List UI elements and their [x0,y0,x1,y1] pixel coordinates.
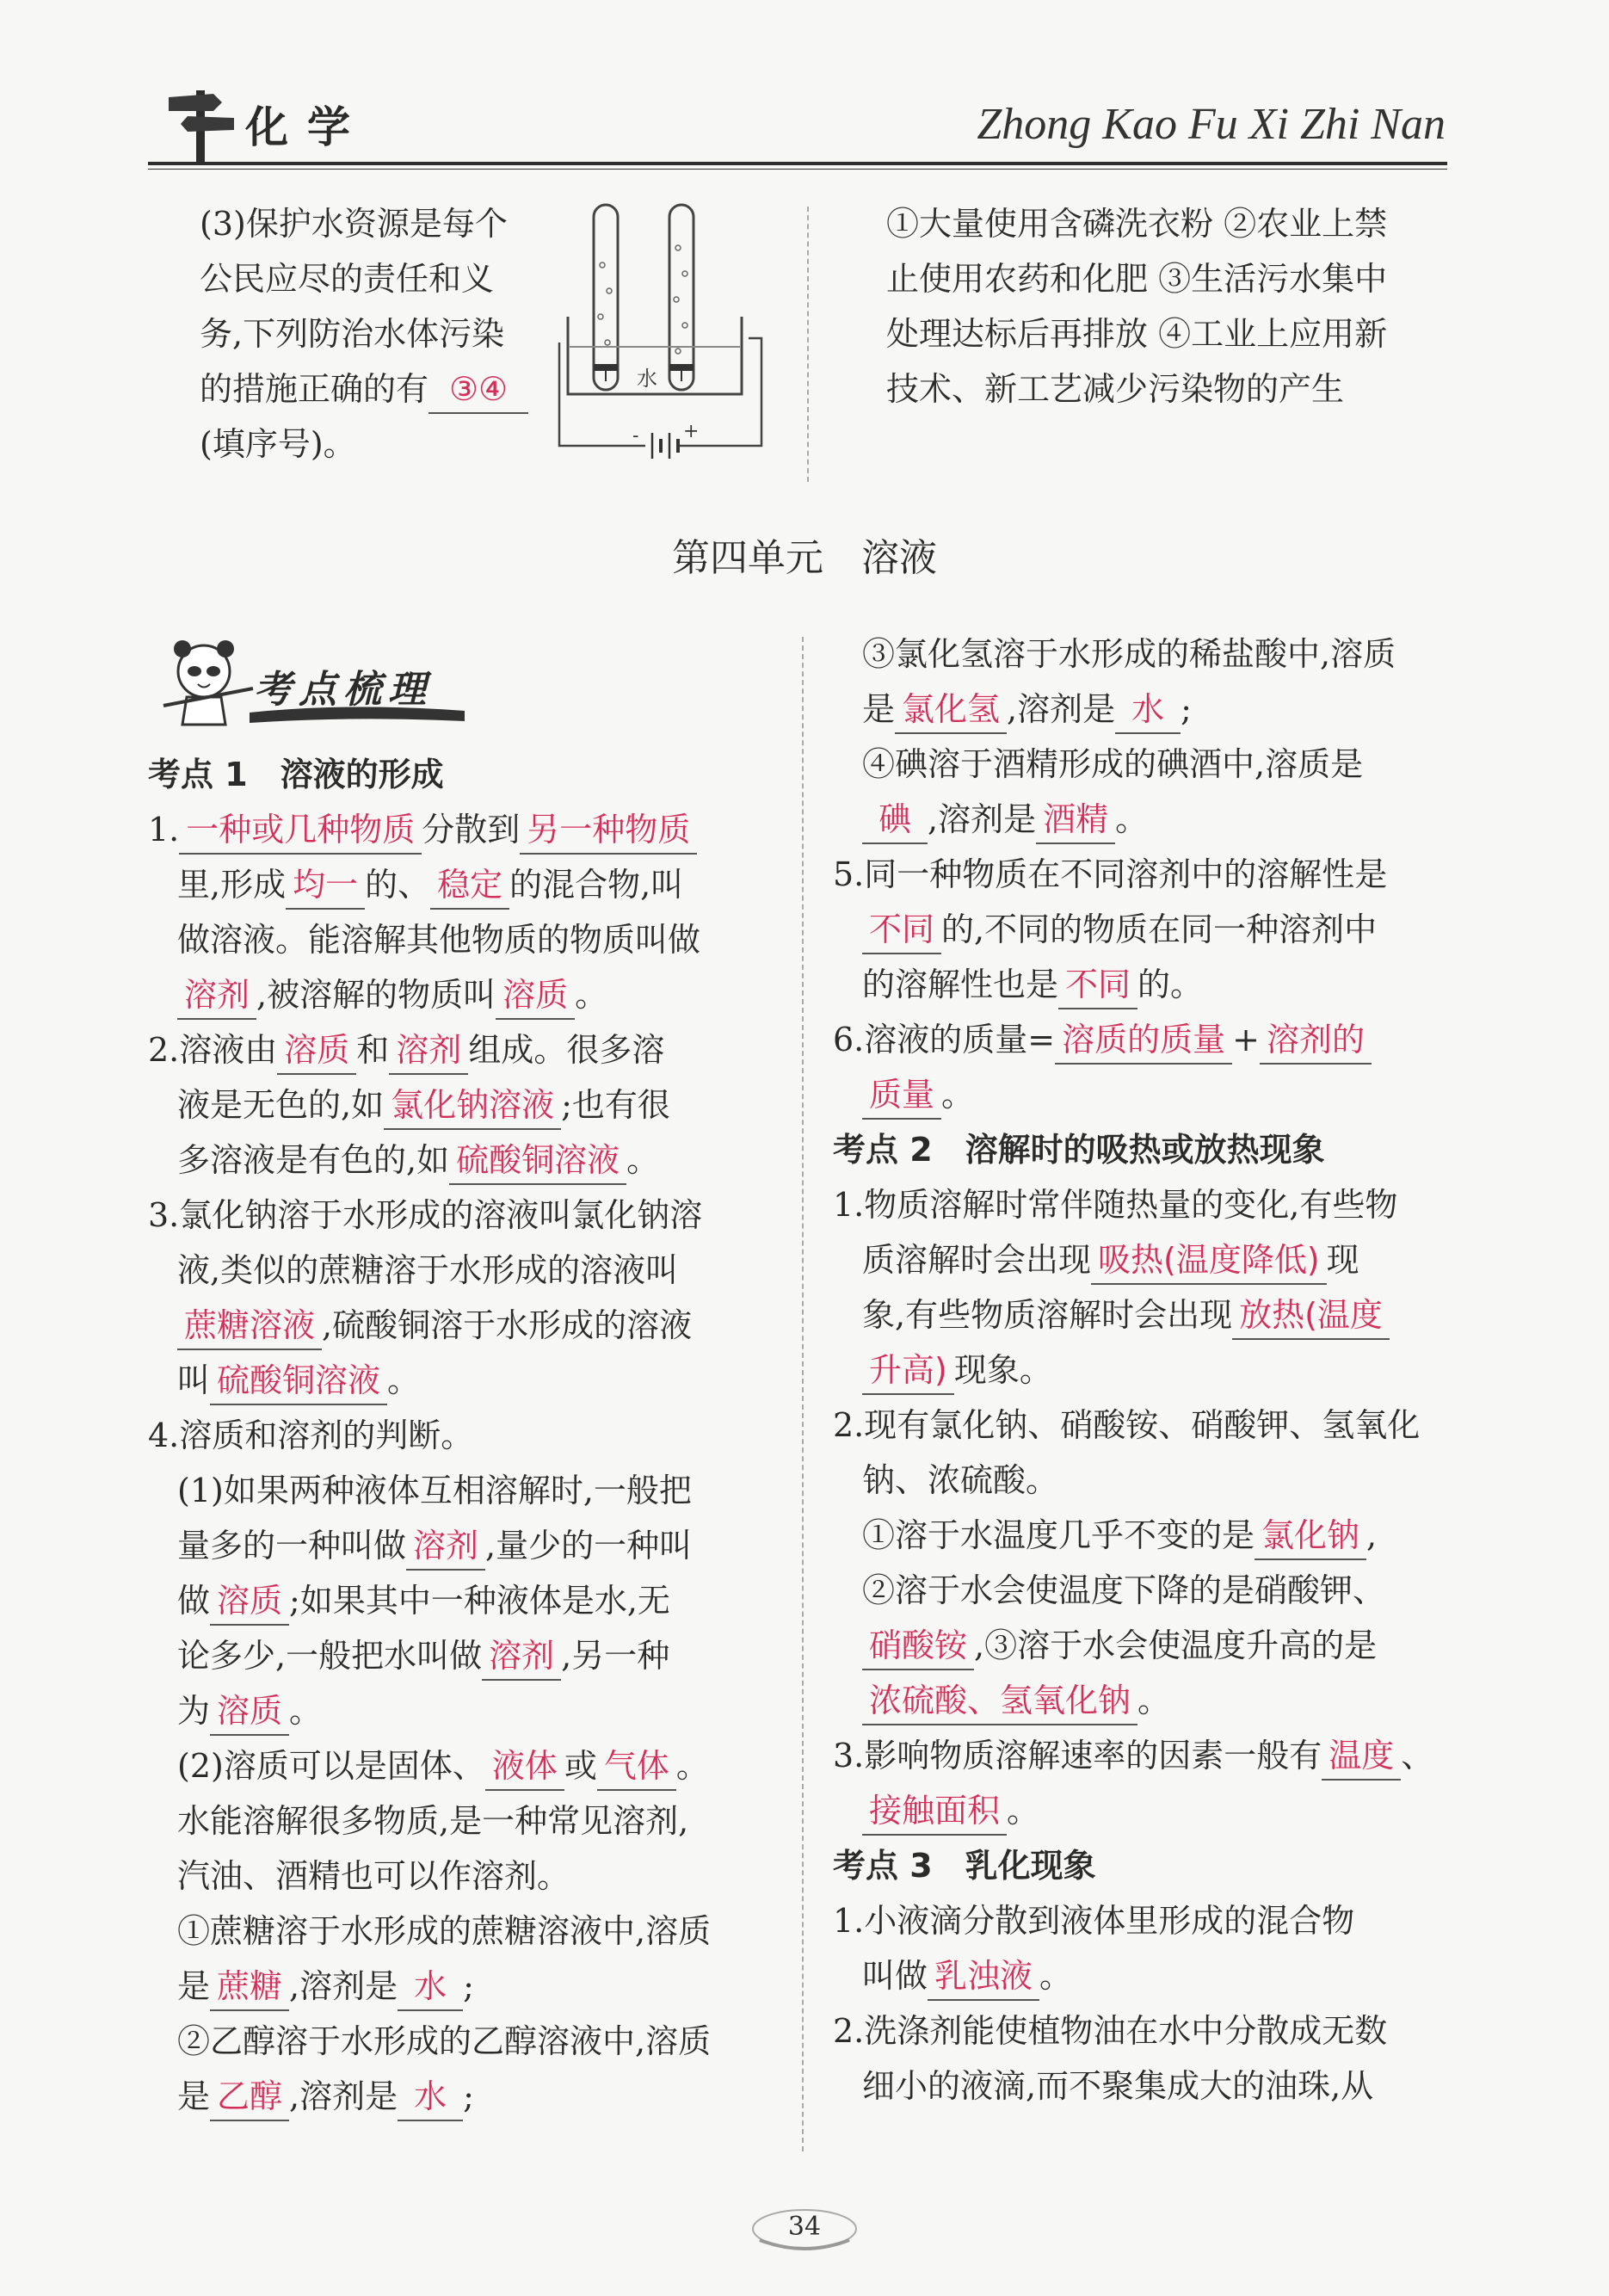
text-line: 多溶液是有色的,如 硫酸铜溶液 。 [148,1133,768,1188]
answer: 溶剂 [406,1522,485,1571]
left-column [148,747,768,2124]
text-line: 水能溶解很多物质,是一种常见溶剂, [177,1802,689,1840]
text-line: 6.溶液的质量= 溶质的质量 + 溶剂的 [833,1012,1452,1067]
answer: 一种或几种物质 [179,806,422,855]
text-line: 是 蔗糖 ,溶剂是 水 ; [148,1959,768,2014]
kp2-heading: 考点 2 溶解时的吸热或放热现象 [833,1131,1325,1169]
right-column [833,626,1452,2114]
answer: 溶剂 [177,972,256,1020]
panda-mascot-icon [157,628,260,731]
text-line: 2.溶液由 溶质 和 溶剂 组成。很多溶 [148,1022,768,1077]
answer: 氯化氢 [895,686,1007,734]
text-line: 里,形成 均一 的、 稳定 的混合物,叫 [148,857,768,912]
answer: 水 [1115,686,1181,734]
answer: 碘 [862,796,928,844]
answer: 溶质 [210,1577,289,1626]
svg-text:-: - [632,425,639,447]
text-line: 浓硫酸、氢氧化钠 。 [833,1673,1452,1728]
kp1-heading: 考点 1 溶液的形成 [148,756,444,793]
text-line: 的溶解性也是 不同 的。 [833,957,1452,1012]
column-divider-main [802,637,804,2151]
text-line: (1)如果两种液体互相溶解时,一般把 [177,1472,692,1509]
text-line: 1. 一种或几种物质 分散到 另一种物质 [148,802,768,857]
answer: 放热(温度 [1232,1292,1390,1340]
answer: 水 [398,2073,463,2121]
text-line: 溶剂 ,被溶解的物质叫 溶质 。 [148,967,768,1022]
kp3-heading: 考点 3 乳化现象 [833,1847,1096,1885]
answer: 蔗糖 [210,1963,289,2011]
signpost-icon [162,82,239,164]
text-line: (3)保护水资源是每个 [200,205,508,243]
answer: 气体 [597,1743,676,1791]
text-line: 1.小液滴分散到液体里形成的混合物 [833,1902,1355,1940]
text-line: 象,有些物质溶解时会出现 放热(温度 [833,1287,1452,1342]
text-line: ①大量使用含磷洗衣粉 ②农业上禁 [886,205,1388,243]
text-line: 止使用农药和化肥 ③生活污水集中 [886,260,1388,298]
text-line: 3.氯化钠溶于水形成的溶液叫氯化钠溶 [148,1196,703,1234]
answer: 吸热(温度降低) [1091,1237,1327,1285]
text-line: ④碘溶于酒精形成的碘酒中,溶质是 [862,745,1364,783]
column-divider-top [807,207,809,482]
answer: 另一种物质 [520,806,697,855]
text-line: 叫做 乳浊液 。 [833,1948,1452,2003]
answer: 乙醇 [210,2073,289,2121]
answer: 溶质的质量 [1055,1016,1232,1065]
unit-title: 第四单元 溶液 [672,536,937,580]
answer: 稳定 [430,861,509,910]
text-line: 汽油、酒精也可以作溶剂。 [177,1857,570,1895]
answer: 水 [398,1963,463,2011]
top-left-question [200,196,561,472]
text-line: 处理达标后再排放 ④工业上应用新 [886,315,1388,353]
text-line: 碘 ,溶剂是 酒精 。 [833,792,1452,847]
top-right-options [886,196,1454,417]
section-banner: 考点梳理 [254,668,433,712]
text-line: 是 乙醇 ,溶剂是 水 ; [148,2069,768,2124]
answer: 均一 [286,861,365,910]
text-line: ②溶于水会使温度下降的是硝酸钾、 [862,1571,1386,1609]
text-line: ①溶于水温度几乎不变的是 氯化钠 , [833,1508,1452,1563]
text-line: 升高) 现象。 [833,1342,1452,1398]
answer: 浓硫酸、氢氧化钠 [862,1677,1137,1725]
answer: 液体 [485,1743,564,1791]
answer: 接触面积 [862,1787,1007,1836]
text-line: 1.物质溶解时常伴随热量的变化,有些物 [833,1186,1398,1224]
text-line: 2.洗涤剂能使植物油在水中分散成无数 [833,2012,1388,2050]
text-line: 不同 的,不同的物质在同一种溶剂中 [833,902,1452,957]
text-line: 公民应尽的责任和义 [200,260,495,298]
text-line: 细小的液滴,而不聚集成大的油珠,从 [862,2067,1374,2105]
answer: 温度 [1322,1732,1401,1781]
text-line: (2)溶质可以是固体、 液体 或 气体 。 [148,1738,768,1793]
page-number: 34 [787,2212,822,2242]
text-line: 液是无色的,如 氯化钠溶液 ;也有很 [148,1077,768,1133]
text-line: 论多少,一般把水叫做 溶剂 ,另一种 [148,1628,768,1683]
text-line: ③氯化氢溶于水形成的稀盐酸中,溶质 [862,635,1396,673]
electrolysis-apparatus-diagram [551,196,783,480]
text-line: 4.溶质和溶剂的判断。 [148,1416,474,1454]
svg-text:+: + [683,421,700,442]
series-title: Zhong Kao Fu Xi Zhi Nan [977,100,1446,149]
text-line: 叫 硫酸铜溶液 。 [148,1353,768,1408]
answer: 蔗糖溶液 [177,1302,322,1350]
text-line: 质溶解时会出现 吸热(温度降低) 现 [833,1232,1452,1287]
answer: 质量 [862,1071,941,1120]
answer: 酒精 [1036,796,1115,844]
text-line: 的措施正确的有 ③④ [200,361,561,417]
header-rule-thin [148,169,1447,170]
answer: 氯化钠溶液 [384,1082,561,1130]
answer: 不同 [1058,961,1137,1009]
text-line: 是 氯化氢 ,溶剂是 水 ; [833,682,1452,737]
text-line: 务,下列防治水体污染 [200,315,505,353]
text-line: 接触面积 。 [833,1783,1452,1838]
text-line: 2.现有氯化钠、硝酸铵、硝酸钾、氢氧化 [833,1406,1421,1444]
text-line: 3.影响物质溶解速率的因素一般有 温度 、 [833,1728,1452,1783]
text-line: 为 溶质 。 [148,1683,768,1738]
text-line: 钠、浓硫酸。 [862,1461,1059,1499]
answer: 升高) [862,1347,954,1395]
answer: 溶质 [496,972,575,1020]
text-line: 5.同一种物质在不同溶剂中的溶解性是 [833,855,1388,893]
subject-title: 化学 [245,102,369,152]
answer: 乳浊液 [928,1953,1039,2001]
text-line: 做 溶质 ;如果其中一种液体是水,无 [148,1573,768,1628]
answer: 氯化钠 [1255,1512,1366,1560]
answer: 溶质 [277,1027,356,1075]
answer: 硝酸铵 [862,1622,974,1670]
text-line: 量多的一种叫做 溶剂 ,量少的一种叫 [148,1518,768,1573]
text-line: ②乙醇溶于水形成的乙醇溶液中,溶质 [177,2022,712,2060]
water-label: 水 [637,367,657,391]
text-line: 硝酸铵 ,③溶于水会使温度升高的是 [833,1618,1452,1673]
header-rule [148,162,1447,165]
text-line: ①蔗糖溶于水形成的蔗糖溶液中,溶质 [177,1912,712,1950]
answer: 溶剂 [482,1633,561,1681]
text-line: 技术、新工艺减少污染物的产生 [886,370,1345,408]
answer: 硫酸铜溶液 [210,1357,387,1405]
text-line: 液,类似的蔗糖溶于水形成的溶液叫 [177,1251,679,1289]
answer: 不同 [862,906,941,954]
text-line: 做溶液。能溶解其他物质的物质叫做 [177,921,701,959]
answer: 溶质 [210,1688,289,1736]
answer: 溶剂 [389,1027,468,1075]
answer: 溶剂的 [1260,1016,1372,1065]
answer: 硫酸铜溶液 [449,1137,626,1185]
text-line: 蔗糖溶液 ,硫酸铜溶于水形成的溶液 [148,1298,768,1353]
answer: ③④ [428,366,528,414]
text-line: (填序号)。 [200,425,356,463]
text-line: 质量 。 [833,1067,1452,1122]
